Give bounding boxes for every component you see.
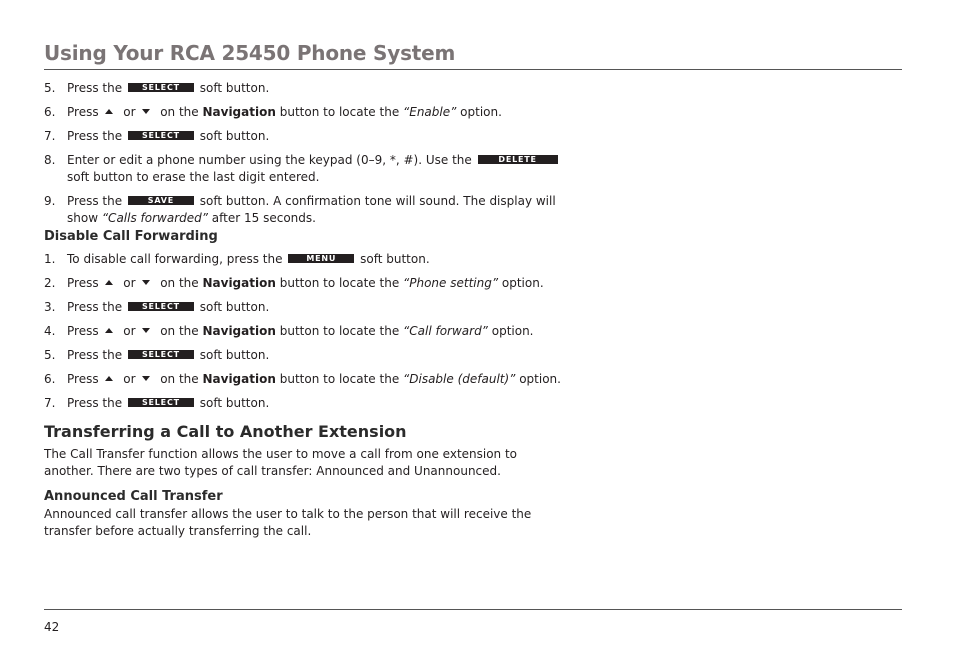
- page-content: [44, 80, 564, 540]
- up-arrow-icon: [105, 328, 113, 333]
- save-soft-button: SAVE: [128, 196, 194, 205]
- transfer-paragraph-line-1: The Call Transfer function allows the user to move a call from one extension to: [44, 447, 518, 461]
- footer-rule: [44, 609, 902, 610]
- page-number: 42: [44, 620, 60, 634]
- list-item: 3. Press the SELECT soft button.: [44, 300, 270, 314]
- enable-forwarding-steps: [44, 80, 564, 233]
- disable-call-forwarding-heading: Disable Call Forwarding: [44, 229, 218, 244]
- list-item: 2. Press or on the Navigation button to locate the “Phone setting” option.: [44, 276, 544, 290]
- down-arrow-icon: [142, 109, 150, 114]
- announced-call-transfer-heading: Announced Call Transfer: [44, 489, 223, 504]
- announced-paragraph-line-1: Announced call transfer allows the user to talk to the person that will receive the: [44, 507, 532, 521]
- up-arrow-icon: [105, 376, 113, 381]
- menu-soft-button: MENU: [288, 254, 354, 263]
- delete-soft-button: DELETE: [478, 155, 558, 164]
- down-arrow-icon: [142, 328, 150, 333]
- down-arrow-icon: [142, 280, 150, 285]
- list-item: 9. Press the SAVE soft button. A confirmation tone will sound. The display will show “Calls forwarded” after 15 seconds.: [44, 194, 556, 225]
- list-item: 7. Press the SELECT soft button.: [44, 129, 270, 143]
- announced-paragraph-line-2: transfer before actually transferring the call.: [44, 524, 312, 538]
- select-soft-button: SELECT: [128, 398, 194, 407]
- list-item: 8. Enter or edit a phone number using the keypad (0–9, *, #). Use the DELETE soft button to erase the last digit entered.: [44, 152, 564, 193]
- select-soft-button: SELECT: [128, 302, 194, 311]
- list-item: 7. Press the SELECT soft button.: [44, 396, 270, 410]
- list-item: 4. Press or on the Navigation button to locate the “Call forward” option.: [44, 324, 534, 338]
- list-item: 6. Press or on the Navigation button to locate the “Enable” option.: [44, 105, 502, 119]
- down-arrow-icon: [142, 376, 150, 381]
- list-item: 5. Press the SELECT soft button.: [44, 81, 270, 95]
- list-item: 6. Press or on the Navigation button to locate the “Disable (default)” option.: [44, 372, 561, 386]
- up-arrow-icon: [105, 280, 113, 285]
- disable-forwarding-steps: [44, 251, 564, 419]
- page-title: Using Your RCA 25450 Phone System: [44, 41, 456, 65]
- select-soft-button: SELECT: [128, 131, 194, 140]
- up-arrow-icon: [105, 109, 113, 114]
- select-soft-button: SELECT: [128, 350, 194, 359]
- transfer-paragraph-line-2: another. There are two types of call transfer: Announced and Unannounced.: [44, 464, 501, 478]
- header-rule: [44, 69, 902, 70]
- select-soft-button: SELECT: [128, 83, 194, 92]
- list-item: 1. To disable call forwarding, press the MENU soft button.: [44, 252, 430, 266]
- transferring-call-heading: Transferring a Call to Another Extension: [44, 422, 407, 441]
- list-item: 5. Press the SELECT soft button.: [44, 348, 270, 362]
